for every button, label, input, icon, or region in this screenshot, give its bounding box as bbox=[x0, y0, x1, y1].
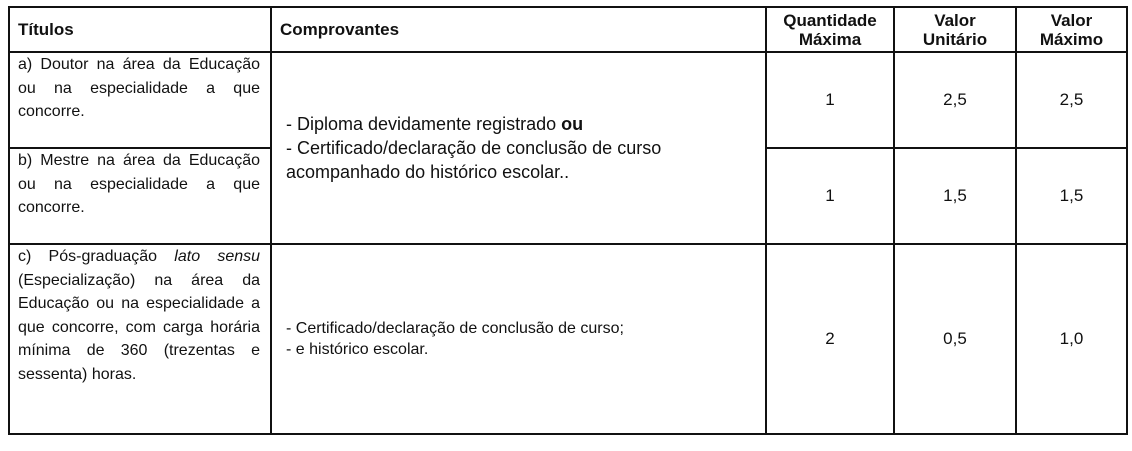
comprovante-line: - Certificado/declaração de conclusão de curso acompanhado do histórico escolar.. bbox=[286, 138, 662, 182]
quantidade-cell: 1 bbox=[766, 52, 894, 148]
comprovante-text: - Diploma devidamente registrado bbox=[286, 114, 562, 134]
comprovante-line: - e histórico escolar. bbox=[286, 341, 429, 358]
valor-maximo-cell: 1,0 bbox=[1016, 244, 1127, 434]
valor-unitario-cell: 2,5 bbox=[894, 52, 1016, 148]
comprovantes-cell bbox=[271, 52, 766, 244]
comprovante-bold: ou bbox=[561, 114, 584, 134]
titulo-text: c) Pós-graduação bbox=[18, 248, 175, 265]
valor-unitario-cell: 1,5 bbox=[894, 148, 1016, 244]
table-row bbox=[9, 244, 1127, 434]
comprovante-line bbox=[286, 112, 757, 136]
comprovante-line: - Certificado/declaração de conclusão de curso; bbox=[286, 320, 624, 337]
titles-scoring-table bbox=[8, 6, 1128, 435]
titulo-text: (Especialização) na área da Educação ou na especialidade a que concorre, com carga horária mínima de 360 (trezentas e sessenta) horas. bbox=[18, 271, 260, 383]
quantidade-cell: 1 bbox=[766, 148, 894, 244]
header-comprovantes: Comprovantes bbox=[271, 7, 766, 52]
comprovantes-cell bbox=[271, 244, 766, 434]
valor-unitario-cell: 0,5 bbox=[894, 244, 1016, 434]
header-titulos: Títulos bbox=[9, 7, 271, 52]
header-valor-maximo: Valor Máximo bbox=[1016, 7, 1127, 52]
titulo-italic: lato sensu bbox=[174, 248, 261, 265]
quantidade-cell: 2 bbox=[766, 244, 894, 434]
header-row bbox=[9, 7, 1127, 52]
header-valor-unitario: Valor Unitário bbox=[894, 7, 1016, 52]
valor-maximo-cell: 1,5 bbox=[1016, 148, 1127, 244]
titulo-cell: b) Mestre na área da Educação ou na especialidade a que concorre. bbox=[9, 148, 271, 244]
titulo-cell bbox=[9, 244, 271, 434]
table-row bbox=[9, 52, 1127, 148]
header-quantidade: Quantidade Máxima bbox=[766, 7, 894, 52]
titulo-cell: a) Doutor na área da Educação ou na especialidade a que concorre. bbox=[9, 52, 271, 148]
valor-maximo-cell: 2,5 bbox=[1016, 52, 1127, 148]
